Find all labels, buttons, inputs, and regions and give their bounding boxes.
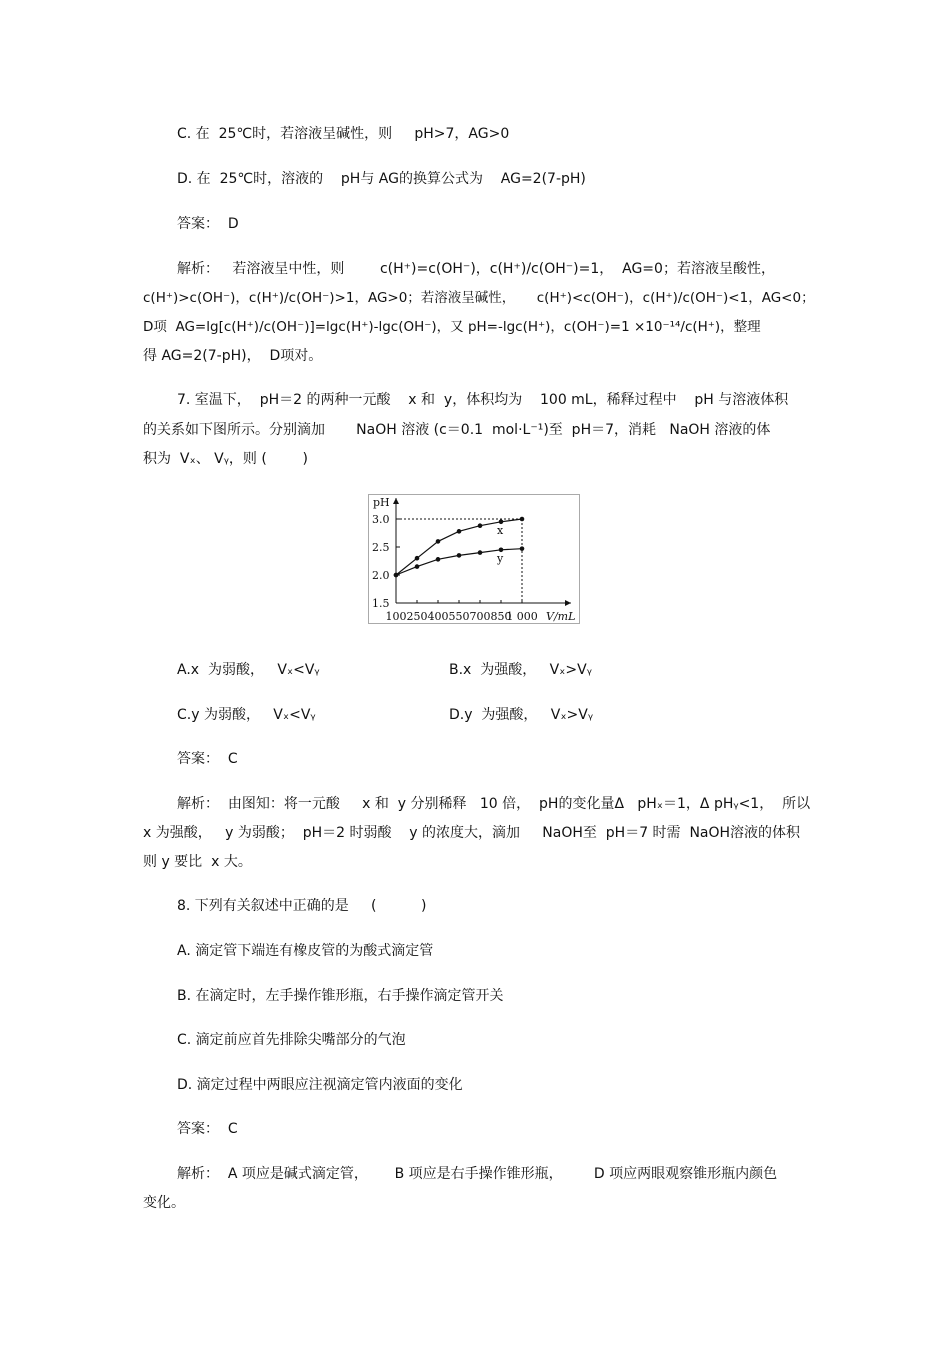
data-point-y <box>394 573 399 578</box>
x-tick-label: 1 000 <box>506 610 538 623</box>
ph-volume-chart-svg <box>368 494 580 624</box>
x-tick-label: 700 <box>469 610 491 623</box>
q7-explanation-line-3: 则 y 要比 x 大。 <box>143 854 252 870</box>
q8-stem: 8. 下列有关叙述中正确的是 ( ) <box>177 898 427 914</box>
q6-explanation-line-3: D项 AG=lg[c(H⁺)/c(OH⁻)]=lgc(H⁺)-lgc(OH⁻)，又 pH=-lgc(H⁺)，c(OH⁻)=1 ×10⁻¹⁴/c(H⁺)，整理 <box>143 319 761 335</box>
q8-option-d: D. 滴定过程中两眼应注视滴定管内液面的变化 <box>177 1077 463 1093</box>
q8-answer: 答案： C <box>177 1121 238 1137</box>
q7-option-c: C.y 为弱酸， Vₓ<Vᵧ <box>177 707 316 723</box>
series-label-y: y <box>497 551 504 565</box>
q7-stem-line-2: 的关系如下图所示。分别滴加 NaOH 溶液 (c＝0.1 mol·L⁻¹)至 pH＝7，消耗 NaOH 溶液的体 <box>143 422 771 438</box>
y-axis-title: pH <box>373 496 390 509</box>
q7-stem-line-3: 积为 Vₓ、 Vᵧ，则 ( ) <box>143 451 308 467</box>
data-point-y <box>457 553 462 558</box>
y-tick-label: 3.0 <box>372 513 390 526</box>
data-point-x <box>457 529 462 534</box>
q8-explanation-line-1: 解析： A 项应是碱式滴定管， B 项应是右手操作锥形瓶， D 项应两眼观察锥形瓶内颜色 <box>177 1166 778 1182</box>
q7-option-d: D.y 为强酸， Vₓ>Vᵧ <box>449 707 594 723</box>
data-point-x <box>436 539 441 544</box>
q7-option-a: A.x 为弱酸， Vₓ<Vᵧ <box>177 662 320 678</box>
q6-answer: 答案： D <box>177 216 239 232</box>
x-axis-arrow <box>565 600 571 606</box>
x-tick-label: 100 <box>385 610 407 623</box>
data-point-y <box>520 546 525 551</box>
data-point-y <box>436 557 441 562</box>
q7-explanation-line-1: 解析： 由图知：将一元酸 x 和 y 分别稀释 10 倍， pH的变化量Δ pHₓ＝1，Δ pHᵧ<1， 所以 <box>177 796 811 812</box>
q6-explanation-line-4: 得 AG=2(7-pH)， D项对。 <box>143 348 323 364</box>
x-tick-label: 850 <box>490 610 512 623</box>
y-axis-arrow <box>393 498 399 504</box>
x-tick-label: 250 <box>406 610 428 623</box>
x-tick-label: 550 <box>448 610 470 623</box>
y-tick-label: 1.5 <box>372 597 390 610</box>
q6-explanation-line-1: 解析： 若溶液呈中性，则 c(H⁺)=c(OH⁻)，c(H⁺)/c(OH⁻)=1， AG=0；若溶液呈酸性， <box>177 261 775 277</box>
q6-option-c: C. 在 25℃时，若溶液呈碱性，则 pH>7，AG>0 <box>177 126 510 142</box>
q7-stem-line-1: 7. 室温下， pH＝2 的两种一元酸 x 和 y，体积均为 100 mL，稀释过程中 pH 与溶液体积 <box>177 392 789 408</box>
y-tick-label: 2.5 <box>372 541 390 554</box>
data-point-x <box>478 523 483 528</box>
x-axis-title: V/mL <box>546 610 576 623</box>
data-point-x <box>520 517 525 522</box>
ph-volume-chart <box>368 494 580 624</box>
q8-option-a: A. 滴定管下端连有橡皮管的为酸式滴定管 <box>177 943 434 959</box>
q6-explanation-line-2: c(H⁺)>c(OH⁻)，c(H⁺)/c(OH⁻)>1，AG>0；若溶液呈碱性， c(H⁺)<c(OH⁻)，c(H⁺)/c(OH⁻)<1，AG<0； <box>143 290 815 306</box>
q7-option-b: B.x 为强酸， Vₓ>Vᵧ <box>449 662 592 678</box>
q8-option-b: B. 在滴定时，左手操作锥形瓶，右手操作滴定管开关 <box>177 988 504 1004</box>
q7-explanation-line-2: x 为强酸， y 为弱酸； pH＝2 时弱酸 y 的浓度大，滴加 NaOH至 pH＝7 时需 NaOH溶液的体积 <box>143 825 801 841</box>
data-point-y <box>415 564 420 569</box>
q8-option-c: C. 滴定前应首先排除尖嘴部分的气泡 <box>177 1032 406 1048</box>
chart-frame <box>369 495 580 624</box>
q7-answer: 答案： C <box>177 751 238 767</box>
q8-explanation-line-2: 变化。 <box>143 1195 185 1211</box>
data-point-y <box>478 550 483 555</box>
q6-option-d: D. 在 25℃时，溶液的 pH与 AG的换算公式为 AG=2(7-pH) <box>177 171 586 187</box>
series-label-x: x <box>497 523 504 537</box>
y-tick-label: 2.0 <box>372 569 390 582</box>
x-tick-label: 400 <box>427 610 449 623</box>
data-point-x <box>415 556 420 561</box>
